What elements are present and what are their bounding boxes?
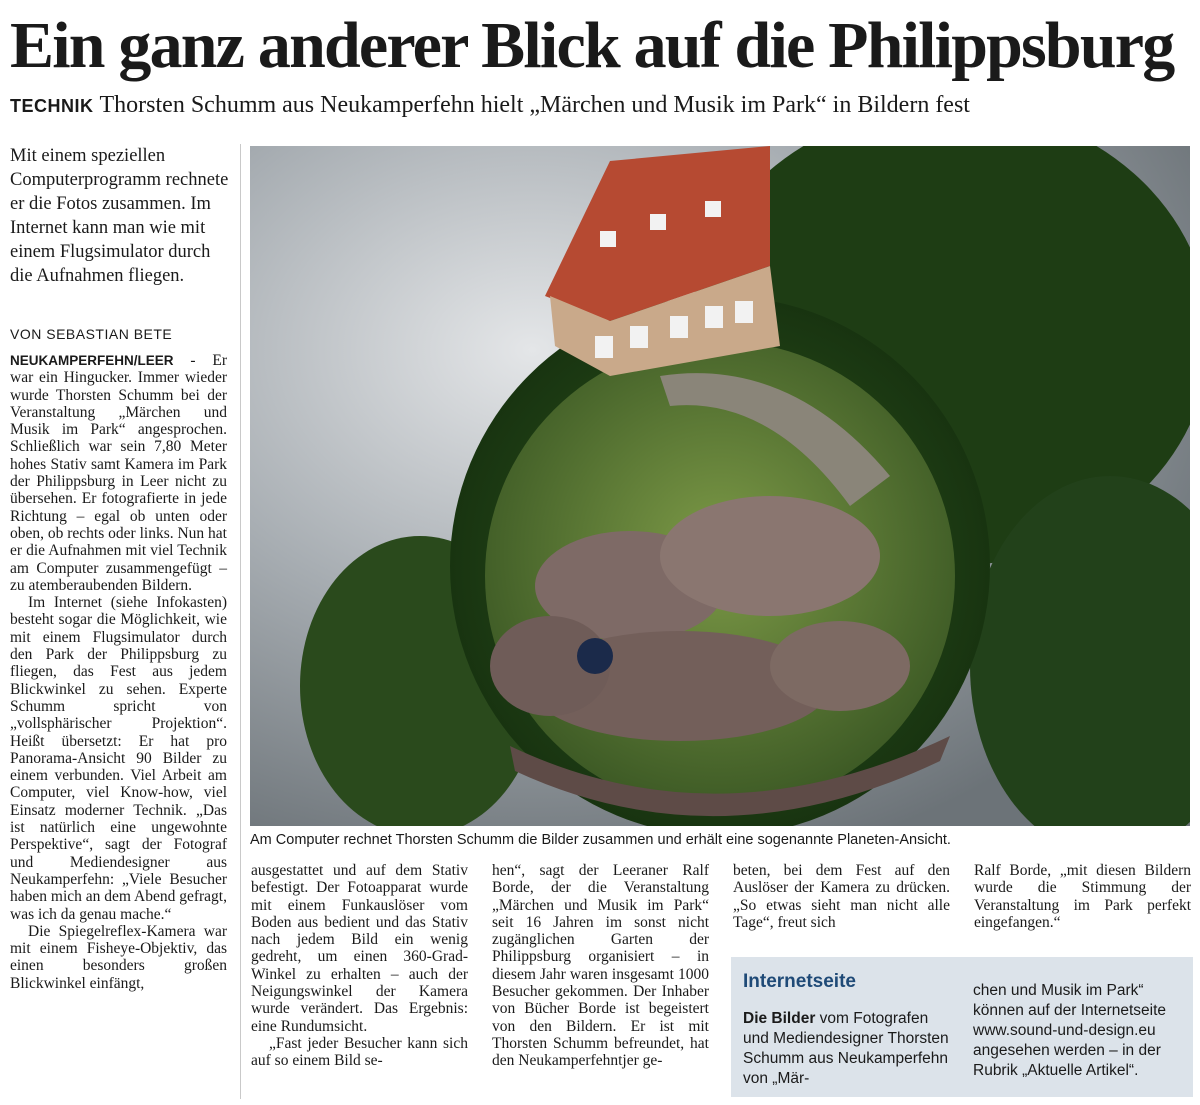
subhead-text: Thorsten Schumm aus Neukamperfehn hielt „Märchen und Musik im Park“ in Bildern fest [99,92,970,118]
body-paragraph-text: - Er war ein Hingucker. Immer wieder wurde Thorsten Schumm bei der Veranstaltung „Märchen und Musik im Park“ angesprochen. Schließlich war sein 7,80 Meter hohes Stativ samt Kamera im Park der Philippsburg in Leer nicht zu übersehen. Er fotografierte in jede Richtung – egal ob unten oder oben, ob rechts oder links. Nun hat er die Aufnahmen mit viel Technik am Computer zusammengefügt – zu atemberaubenden Bildern. [10,352,227,594]
headline: Ein ganz anderer Blick auf die Philippsburg [10,9,1174,82]
info-box-text-left [743,1009,953,1089]
planet-panorama-photo[interactable] [250,146,1190,826]
body-column-2 [251,862,468,1070]
body-paragraph: beten, bei dem Fest auf den Auslöser der Kamera zu drücken. „So etwas sieht man nicht alle Tage“, freut sich [733,862,950,931]
column-rule [240,144,241,1099]
info-box-left-text: vom Fotografen und Mediendesigner Thorsten Schumm aus Neukamperfehn von „Mär- [743,1010,949,1087]
body-column-5 [974,862,1191,931]
byline: VON SEBASTIAN BETE [10,326,173,342]
body-paragraph: ausgestattet und auf dem Stativ befestigt. Der Fotoapparat wurde mit einem Funkauslöser vom Boden aus bedient und das Stativ nach jedem Bild ein wenig gedreht, um einen 360-Grad-Winkel zu erhalten – auch der Neigungswinkel der Kamera wurde verändert. Das Ergebnis: eine Rundumsicht. [251,862,468,1035]
photo-caption: Am Computer rechnet Thorsten Schumm die Bilder zusammen und erhält eine sogenannte Planeten-Ansicht. [250,832,951,848]
body-paragraph: Die Spiegelreflex-Kamera war mit einem Fisheye-Objektiv, das einen besonders großen Blickwinkel einfängt, [10,922,227,992]
info-box [731,957,1193,1097]
stage-umbrella [577,638,613,674]
kicker-label: TECHNIK [10,96,94,116]
body-column-1 [10,352,227,992]
info-box-text-right: chen und Musik im Park“ können auf der Internetseite www.sound-und-design.eu angesehen werden – in der Rubrik „Aktuelle Artikel“. [973,982,1167,1079]
body-column-3 [492,862,709,1070]
body-paragraph: Im Internet (siehe Infokasten) besteht sogar die Möglichkeit, wie mit einem Flugsimulator durch den Park der Philippsburg zu fliegen, das Fest aus jedem Blickwinkel zu sehen. Experte Schumm spricht von „vollsphärischer Projektion“. Heißt übersetzt: Er hat pro Panorama-Ansicht 90 Bilder zu einem verbunden. Viel Arbeit am Computer, viel Know-how, viel Einsatz moderner Technik. „Das ist natürlich eine ungewohnte Perspektive“, sagt der Fotograf und Mediendesigner aus Neukamperfehn: „Viele Besucher haben mich an dem Abend gefragt, was ich da genau mache.“ [10,594,227,923]
subhead [10,90,1195,121]
intro-text: Mit einem speziellen Computerprogramm rechnete er die Fotos zusammen. Im Internet kann man wie mit einem Flugsimulator durch die Aufnahmen fliegen. [10,146,229,286]
body-paragraph: „Fast jeder Besucher kann sich auf so einem Bild se- [251,1034,468,1070]
body-paragraph: Ralf Borde, „mit diesen Bildern wurde die Stimmung der Veranstaltung im Park perfekt eingefangen.“ [974,862,1191,931]
body-paragraph: hen“, sagt der Leeraner Ralf Borde, der die Veranstaltung „Märchen und Musik im Park“ seit 16 Jahren im sonst nicht zugänglichen Garten der Philippsburg organisiert – in diesem Jahr waren insgesamt 1000 Besucher gekommen. Der Inhaber von Bücher Borde ist begeistert von den Bildern. Er ist mit Thorsten Schumm befreundet, hat den Neukamperfehntjer ge- [492,862,709,1070]
photo-illustration [250,146,1190,826]
body-column-4 [733,862,950,931]
info-box-lead: Die Bilder [743,1010,816,1027]
dateline: NEUKAMPERFEHN/LEER [10,353,174,368]
body-paragraph [10,352,227,594]
info-box-title: Internetseite [743,971,856,992]
